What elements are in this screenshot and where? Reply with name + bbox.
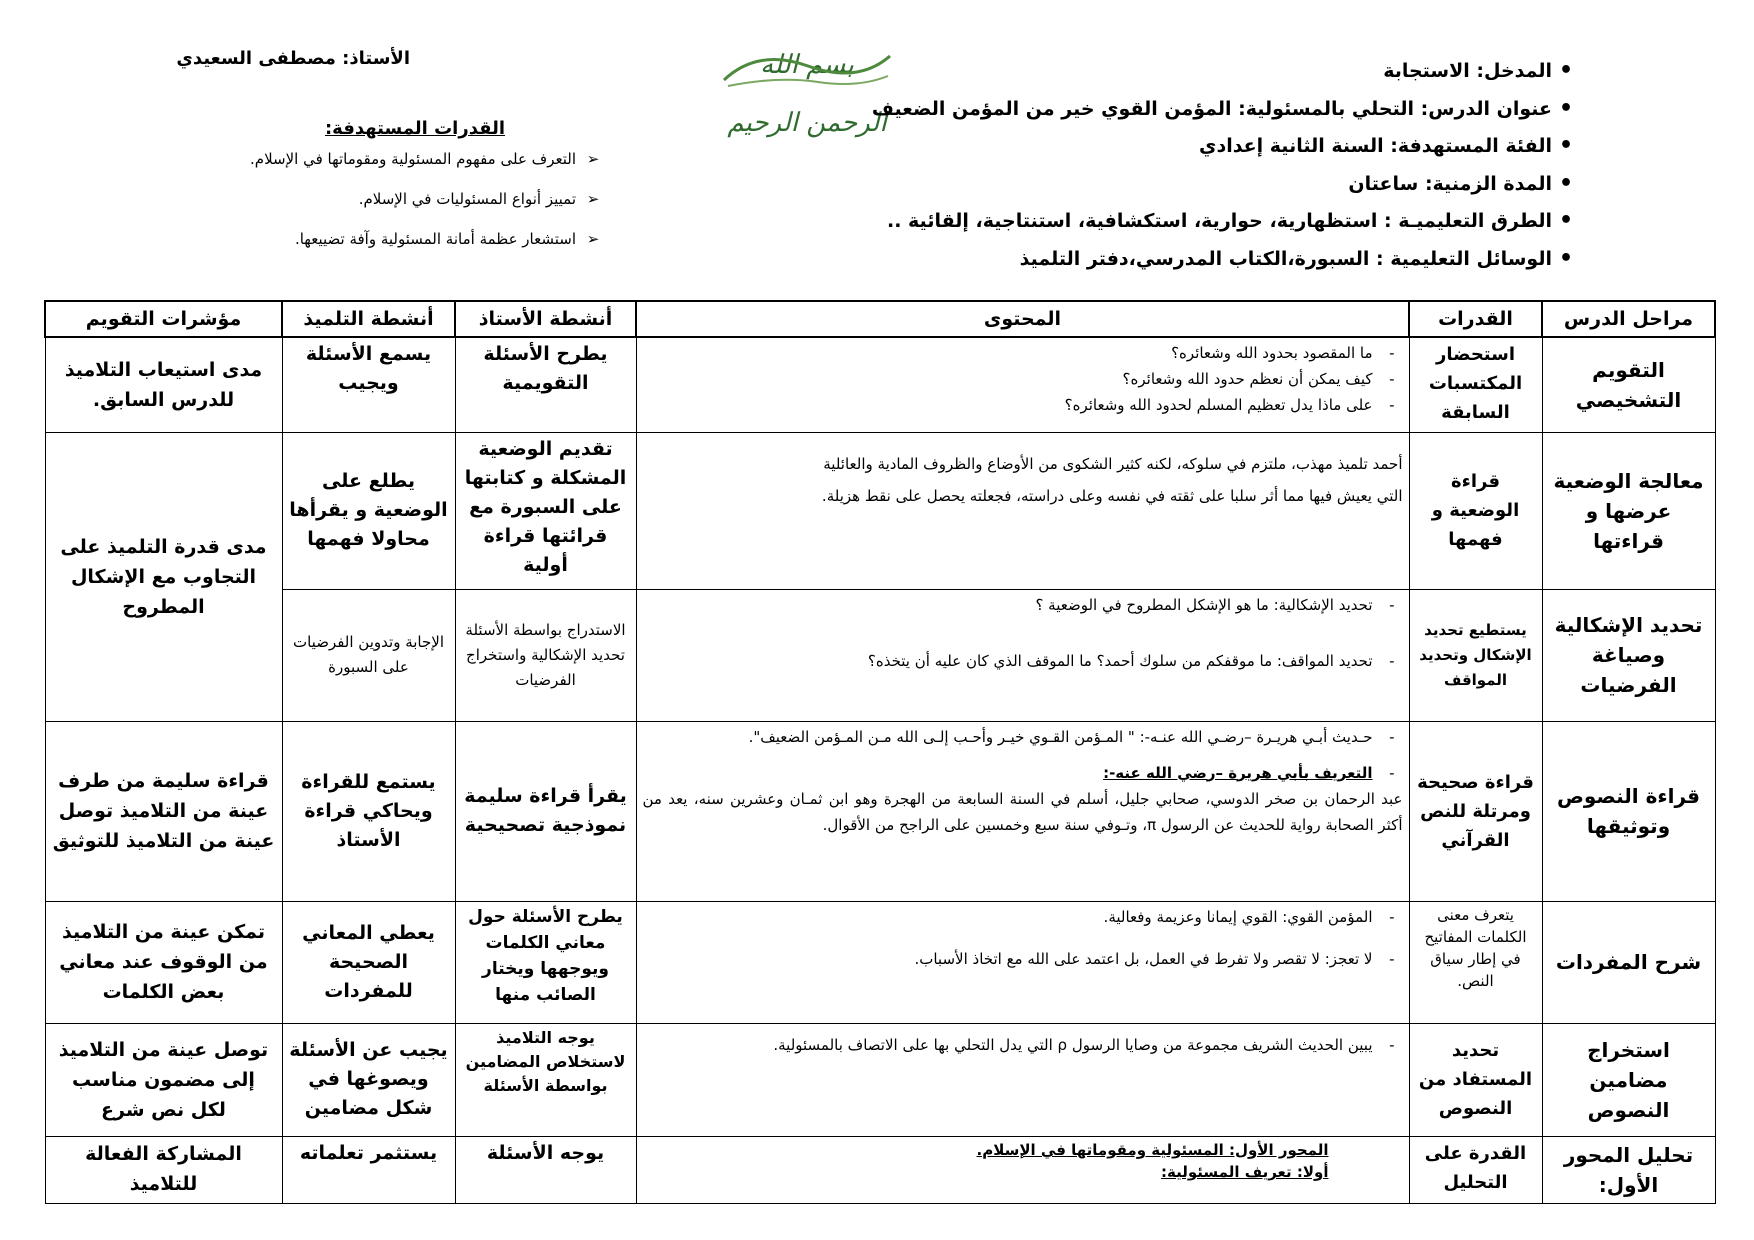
content-line: - المؤمن القوي: القوي إيمانا وعزيمة وفعالية. [643, 904, 1403, 930]
arrow-bullet-icon: ➢ [586, 190, 600, 208]
header-stage: مراحل الدرس [1542, 301, 1715, 337]
content-line: - تحديد الإشكالية: ما هو الإشكل المطروح في الوضعية ؟ [643, 592, 1403, 618]
capacity-cell: القدرة على التحليل [1409, 1136, 1542, 1203]
header-student-activities: أنشطة التلميذ [282, 301, 455, 337]
indicator-cell: المشاركة الفعالة للتلاميذ [45, 1136, 282, 1203]
stage-cell: التقويم التشخيصي [1542, 337, 1715, 432]
content-cell [636, 721, 1409, 901]
bullet-icon: • [1558, 133, 1574, 158]
info-duration: •المدة الزمنية: ساعتان [880, 169, 1580, 207]
info-tools: •الوسائل التعليمية : السبورة،الكتاب المدرسي،دفتر التلميذ [880, 244, 1580, 282]
indicator-cell: قراءة سليمة من طرف عينة من التلاميذ توصل عينة من التلاميذ للتوثيق [45, 721, 282, 901]
content-line: - ما المقصود بحدود الله وشعائره؟ [643, 340, 1403, 366]
basmala-ornament [718, 36, 896, 94]
teacher-name: الأستاذ: مصطفى السعيدي [176, 48, 410, 69]
capacities-title: القدرات المستهدفة: [324, 118, 505, 139]
content-cell [636, 589, 1409, 721]
content-cell [636, 1023, 1409, 1136]
teacher-activity-cell: الاستدراج بواسطة الأسئلة تحديد الإشكالية واستخراج الفرضيات [455, 589, 636, 721]
teacher-activity-cell: يوجه الأسئلة [455, 1136, 636, 1203]
table-row [45, 589, 1715, 721]
capacity-cell: تحديد المستفاد من النصوص [1409, 1023, 1542, 1136]
stage-cell: معالجة الوضعية عرضها و قراءتها [1542, 432, 1715, 589]
indicator-cell: مدى استيعاب التلاميذ للدرس السابق. [45, 337, 282, 432]
stage-cell: قراءة النصوص وتوثيقها [1542, 721, 1715, 901]
info-target: •الفئة المستهدفة: السنة الثانية إعدادي [880, 131, 1580, 169]
student-activity-cell: يستثمر تعلماته [282, 1136, 455, 1203]
info-entry: •المدخل: الاستجابة [880, 56, 1580, 94]
teacher-activity-cell: يطرح الأسئلة حول معاني الكلمات ويوجهها ويختار الصائب منها [455, 901, 636, 1023]
situation-line: التي يعيش فيها مما أثر سلبا على ثقته في نفسه وعلى دراسته، فجعلته يحصل على نقط هزيلة. [821, 486, 1403, 505]
capacity-cell: قراءة صحيحة ومرتلة للنص القرآني [1409, 721, 1542, 901]
content-line: - على ماذا يدل تعظيم المسلم لحدود الله وشعائره؟ [643, 392, 1403, 418]
basmala-text: بسم الله الرحمن الرحيم [727, 50, 887, 138]
stage-cell: تحليل المحور الأول: [1542, 1136, 1715, 1203]
table-row [45, 1023, 1715, 1136]
hadith-line: - حـديث أبـي هريـرة –رضـي الله عنـه-: " المـؤمن القـوي خيـر وأحـب إلـى الله مـن المـؤمن الضعيف". [643, 724, 1403, 750]
lesson-info-list [871, 56, 1580, 281]
bullet-icon: • [1558, 58, 1574, 83]
capacity-item: ➢استشعار عظمة أمانة المسئولية وآفة تضييعها. [180, 225, 610, 265]
student-activity-cell: الإجابة وتدوين الفرضيات على السبورة [282, 589, 455, 721]
content-line: - لا تعجز: لا تقصر ولا تفرط في العمل، بل اعتمد على الله مع اتخاذ الأسباب. [643, 946, 1403, 972]
student-activity-cell: يعطي المعاني الصحيحة للمفردات [282, 901, 455, 1023]
teacher-activity-cell: يوجه التلاميذ لاستخلاص المضامين بواسطة الأسئلة [455, 1023, 636, 1136]
student-activity-cell: يستمع للقراءة ويحاكي قراءة الأستاذ [282, 721, 455, 901]
capacity-cell: يستطيع تحديد الإشكال وتحديد المواقف [1409, 589, 1542, 721]
info-title: •عنوان الدرس: التحلي بالمسئولية: المؤمن القوي خير من المؤمن الضعيف [880, 94, 1580, 132]
capacity-cell: قراءة الوضعية و فهمها [1409, 432, 1542, 589]
indicator-cell: توصل عينة من التلاميذ إلى مضمون مناسب لكل نص شرع [45, 1023, 282, 1136]
arrow-bullet-icon: ➢ [586, 150, 600, 168]
table-row [45, 721, 1715, 901]
content-cell [636, 432, 1409, 589]
student-activity-cell: يجيب عن الأسئلة ويصوغها في شكل مضامين [282, 1023, 455, 1136]
teacher-activity-cell: يطرح الأسئلة التقويمية [455, 337, 636, 432]
indicator-cell: مدى قدرة التلميذ على التجاوب مع الإشكال المطروح [45, 432, 282, 721]
content-cell [636, 901, 1409, 1023]
axis-title: المحور الأول: المسئولية ومقوماتها في الإسلام. [976, 1140, 1329, 1159]
capacity-cell: استحضار المكتسبات السابقة [1409, 337, 1542, 432]
teacher-activity-cell: تقديم الوضعية المشكلة و كتابتها على السبورة مع قرائتها قراءة أولية [455, 432, 636, 589]
bullet-icon: • [1558, 245, 1574, 271]
definition-text: عبد الرحمان بن صخر الدوسي، صحابي جليل، أسلم في السنة السابعة من الهجرة وهو ابن ثمـان وعشرين سنه، يعد من أكثر الصحابة رواية للحديث عن الرسول π، وتـوفي سنة سبع وخمسين على الراجح من الأقوال. [642, 789, 1403, 834]
capacity-cell: يتعرف معنى الكلمات المفاتيح في إطار سياق النص. [1409, 901, 1542, 1023]
student-activity-cell: يسمع الأسئلة ويجيب [282, 337, 455, 432]
content-line: - تحديد المواقف: ما موقفكم من سلوك أحمد؟ ما الموقف الذي كان عليه أن يتخذه؟ [643, 648, 1403, 674]
student-activity-cell: يطلع على الوضعية و يقرأها محاولا فهمها [282, 432, 455, 589]
axis-subtitle: أولا: تعريف المسئولية: [1161, 1162, 1329, 1181]
header-teacher-activities: أنشطة الأستاذ [455, 301, 636, 337]
bullet-icon: • [1558, 95, 1574, 121]
table-row [45, 432, 1715, 589]
capacity-item: ➢التعرف على مفهوم المسئولية ومقوماتها في الإسلام. [180, 145, 610, 185]
definition-title: - التعريف بأبي هريرة –رضي الله عنه-: [643, 760, 1403, 786]
bullet-icon: • [1558, 170, 1574, 196]
header-indicators: مؤشرات التقويم [45, 301, 282, 337]
situation-line: أحمد تلميذ مهذب، ملتزم في سلوكه، لكنه كثير الشكوى من الأوضاع والظروف المادية والعائلية [823, 454, 1403, 473]
teacher-activity-cell: يقرأ قراءة سليمة نموذجية تصحيحية [455, 721, 636, 901]
indicator-cell: تمكن عينة من التلاميذ من الوقوف عند معاني بعض الكلمات [45, 901, 282, 1023]
info-methods: •الطرق التعليميـة : استظهارية، حوارية، استكشافية، استنتاجية، إلقائية .. [880, 206, 1580, 244]
lesson-plan-table [44, 300, 1716, 1204]
table-row [45, 901, 1715, 1023]
stage-cell: استخراج مضامين النصوص [1542, 1023, 1715, 1136]
content-cell [636, 1136, 1409, 1203]
bullet-icon: • [1558, 208, 1574, 233]
content-line: - كيف يمكن أن نعظم حدود الله وشعائره؟ [643, 366, 1403, 392]
stage-cell: تحديد الإشكالية وصياغة الفرضيات [1542, 589, 1715, 721]
header-content: المحتوى [636, 301, 1409, 337]
header-capacities: القدرات [1409, 301, 1542, 337]
basmala-calligraphy [718, 36, 896, 138]
table-row [45, 337, 1715, 432]
capacities-list [180, 145, 610, 265]
arrow-bullet-icon: ➢ [586, 230, 600, 248]
stage-cell: شرح المفردات [1542, 901, 1715, 1023]
capacity-item: ➢تمييز أنواع المسئوليات في الإسلام. [180, 185, 610, 225]
content-cell [636, 337, 1409, 432]
table-header-row [45, 301, 1715, 337]
content-line: - يبين الحديث الشريف مجموعة من وصايا الرسول ρ التي يدل التحلي بها على الاتصاف بالمسئولية. [643, 1026, 1403, 1064]
table-row [45, 1136, 1715, 1203]
